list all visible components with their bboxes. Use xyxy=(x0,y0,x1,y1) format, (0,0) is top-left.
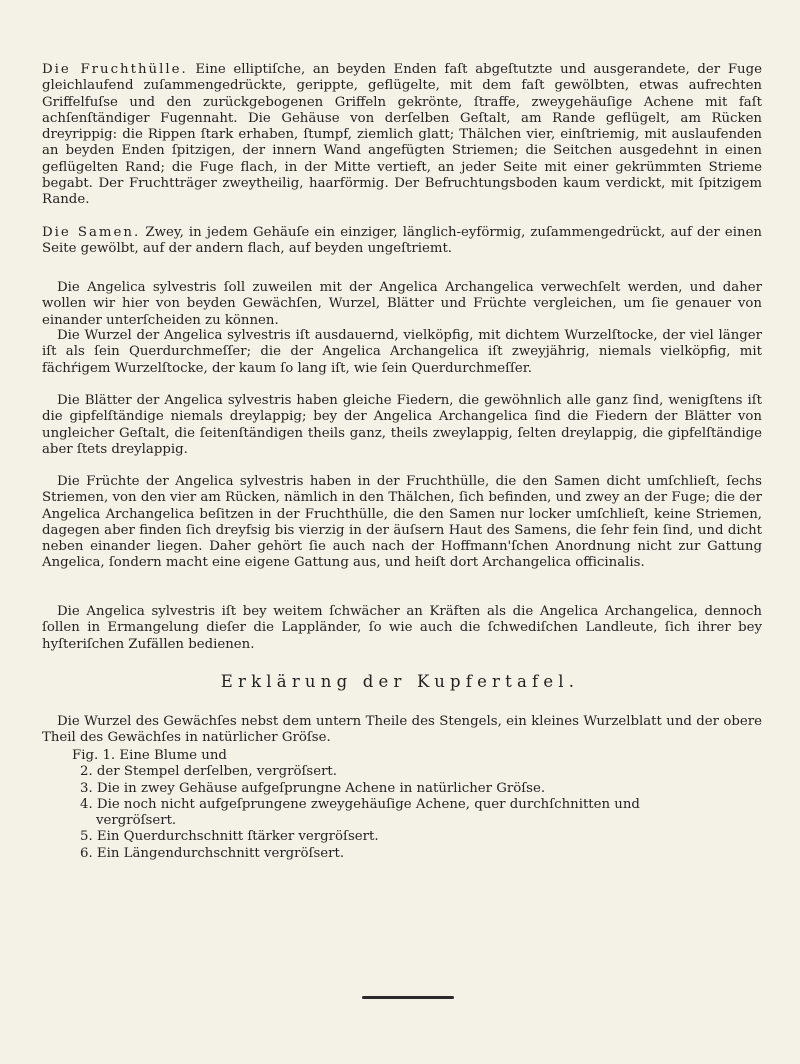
figure-item: 6. Ein Längendurchschnitt vergröſsert. xyxy=(80,845,345,861)
text-fruchthuelle: Eine elliptiſche, an beyden Enden faſt abgeſtutzte und ausgerandete, der Fuge gleichlaufend zuſammengedrückte, gerippte, geflügelte, mit dem faſt gewölbten, etwas aufrechten Griffelfuſse und den zurückgebogenen Griffeln gekrönte, ſtraffe, zweygehäuſige Achene mit faſt achſenſtändiger Fugennaht. Die Gehäuse von derſelben Geſtalt, am Rande geflügelt, am Rücken dreyrippig: die Rippen ſtark erhaben, ſtumpf, ziemlich glatt; Thälchen vier, einſtriemig, mit auslaufenden an beyden Enden ſpitzigen, der innern Wand angefügten Striemen; die Seitchen ausgedehnt in einen geflügelten Rand; die Fuge flach, in der Mitte vertieft, an jeder Seite mit einer gekrümmten Strieme begabt. Der Fruchtträger zweytheilig, haarförmig. Der Befruchtungsboden kaum verdickt, mit ſpitzigem Rande. xyxy=(42,62,762,208)
figure-item: 2. der Stempel derſelben, vergröſsert. xyxy=(80,764,337,780)
paragraph-wurzel: Die Wurzel der Angelica sylvestris iſt ausdauernd, vielköpfig, mit dichtem Wurzelſtocke, der viel länger iſt als ſein Querdurchmeſſer; die der Angelica Archangelica iſt zweyjährig, niemals vielköpfig, mit fächŕigem Wurzelſtocke, der kaum ſo lang iſt, wie ſein Querdurchmeſſer. xyxy=(42,328,762,376)
paragraph-fruechte: Die Früchte der Angelica sylvestris haben in der Fruchthülle, die den Samen dicht umſchlieſt, ſechs Striemen, von den vier am Rücken, nämlich in den Thälchen, ſich befinden, und zwey an der Fuge; die der Angelica Archangelica beſitzen in der Fruchthülle, die den Samen nur locker umſchlieſt, keine Striemen, dagegen aber finden ſich dreyfsig bis vierzig in der äuſsern Haut des Samens, die ſehr fein ſind, und dicht neben einander liegen. Daher gehört ſie auch nach der Hoffmann'ſchen Anordnung nicht zur Gattung Angelica, ſondern macht eine eigene Gattung aus, und heiſt dort Archangelica officinalis. xyxy=(42,474,762,571)
figure-list xyxy=(42,748,762,862)
figure-intro: Die Wurzel des Gewächſes nebst dem untern Theile des Stengels, ein kleines Wurzelblatt und der obere Theil des Gewächſes in natürlicher Gröſse. xyxy=(42,714,762,746)
figure-item: 3. Die in zwey Gehäuse aufgeſprungne Achene in natürlicher Gröſse. xyxy=(80,780,546,796)
figure-item: 4. Die noch nicht aufgeſprungene zweygehäuſige Achene, quer durchſchnitten und xyxy=(80,796,640,812)
label-samen: Die Samen. xyxy=(42,225,141,240)
label-fruchthuelle: Die Fruchthülle. xyxy=(42,62,188,77)
paragraph-samen xyxy=(42,225,762,258)
figure-item: Fig. 1. Eine Blume und xyxy=(72,748,227,763)
paragraph-vergleich: Die Angelica sylvestris ſoll zuweilen mit der Angelica Archangelica verwechſelt werden, und daher wollen wir hier von beyden Gewächſen, Wurzel, Blätter und Früchte vergleichen, um ſie genauer von einander unterſcheiden zu können. xyxy=(42,280,762,328)
text-samen: Zwey, in jedem Gehäuſe ein einziger, länglich-eyförmig, zuſammengedrückt, auf der einen Seite gewölbt, auf der andern flach, auf beyden ungeſtriemt. xyxy=(42,225,762,257)
paragraph-blaetter: Die Blätter der Angelica sylvestris haben gleiche Fiedern, die gewöhnlich alle ganz ſind, wenigſtens iſt die gipfelſtändige niemals dreylappig; bey der Angelica Archangelica ſind die Fiedern der Blätter von ungleicher Geſtalt, die ſeitenſtändigen theils ganz, theils zweylappig, ſelten dreylappig, die gipfelſtändige aber ſtets dreylappig. xyxy=(42,393,762,457)
ornamental-rule xyxy=(362,996,454,999)
section-heading: Erklärung der Kupfertafel. xyxy=(220,672,580,691)
figure-item: vergröſsert. xyxy=(96,813,177,829)
paragraph-kraefte: Die Angelica sylvestris iſt bey weitem ſchwächer an Kräften als die Angelica Archangelica, dennoch ſollen in Ermangelung dieſer die Lappländer, ſo wie auch die ſchwediſchen Landleute, ſich ihrer bey hyſteriſchen Zufällen bedienen. xyxy=(42,604,762,652)
figure-item: 5. Ein Querdurchschnitt ſtärker vergröſsert. xyxy=(80,829,379,845)
paragraph-fruchthuelle xyxy=(42,62,762,209)
